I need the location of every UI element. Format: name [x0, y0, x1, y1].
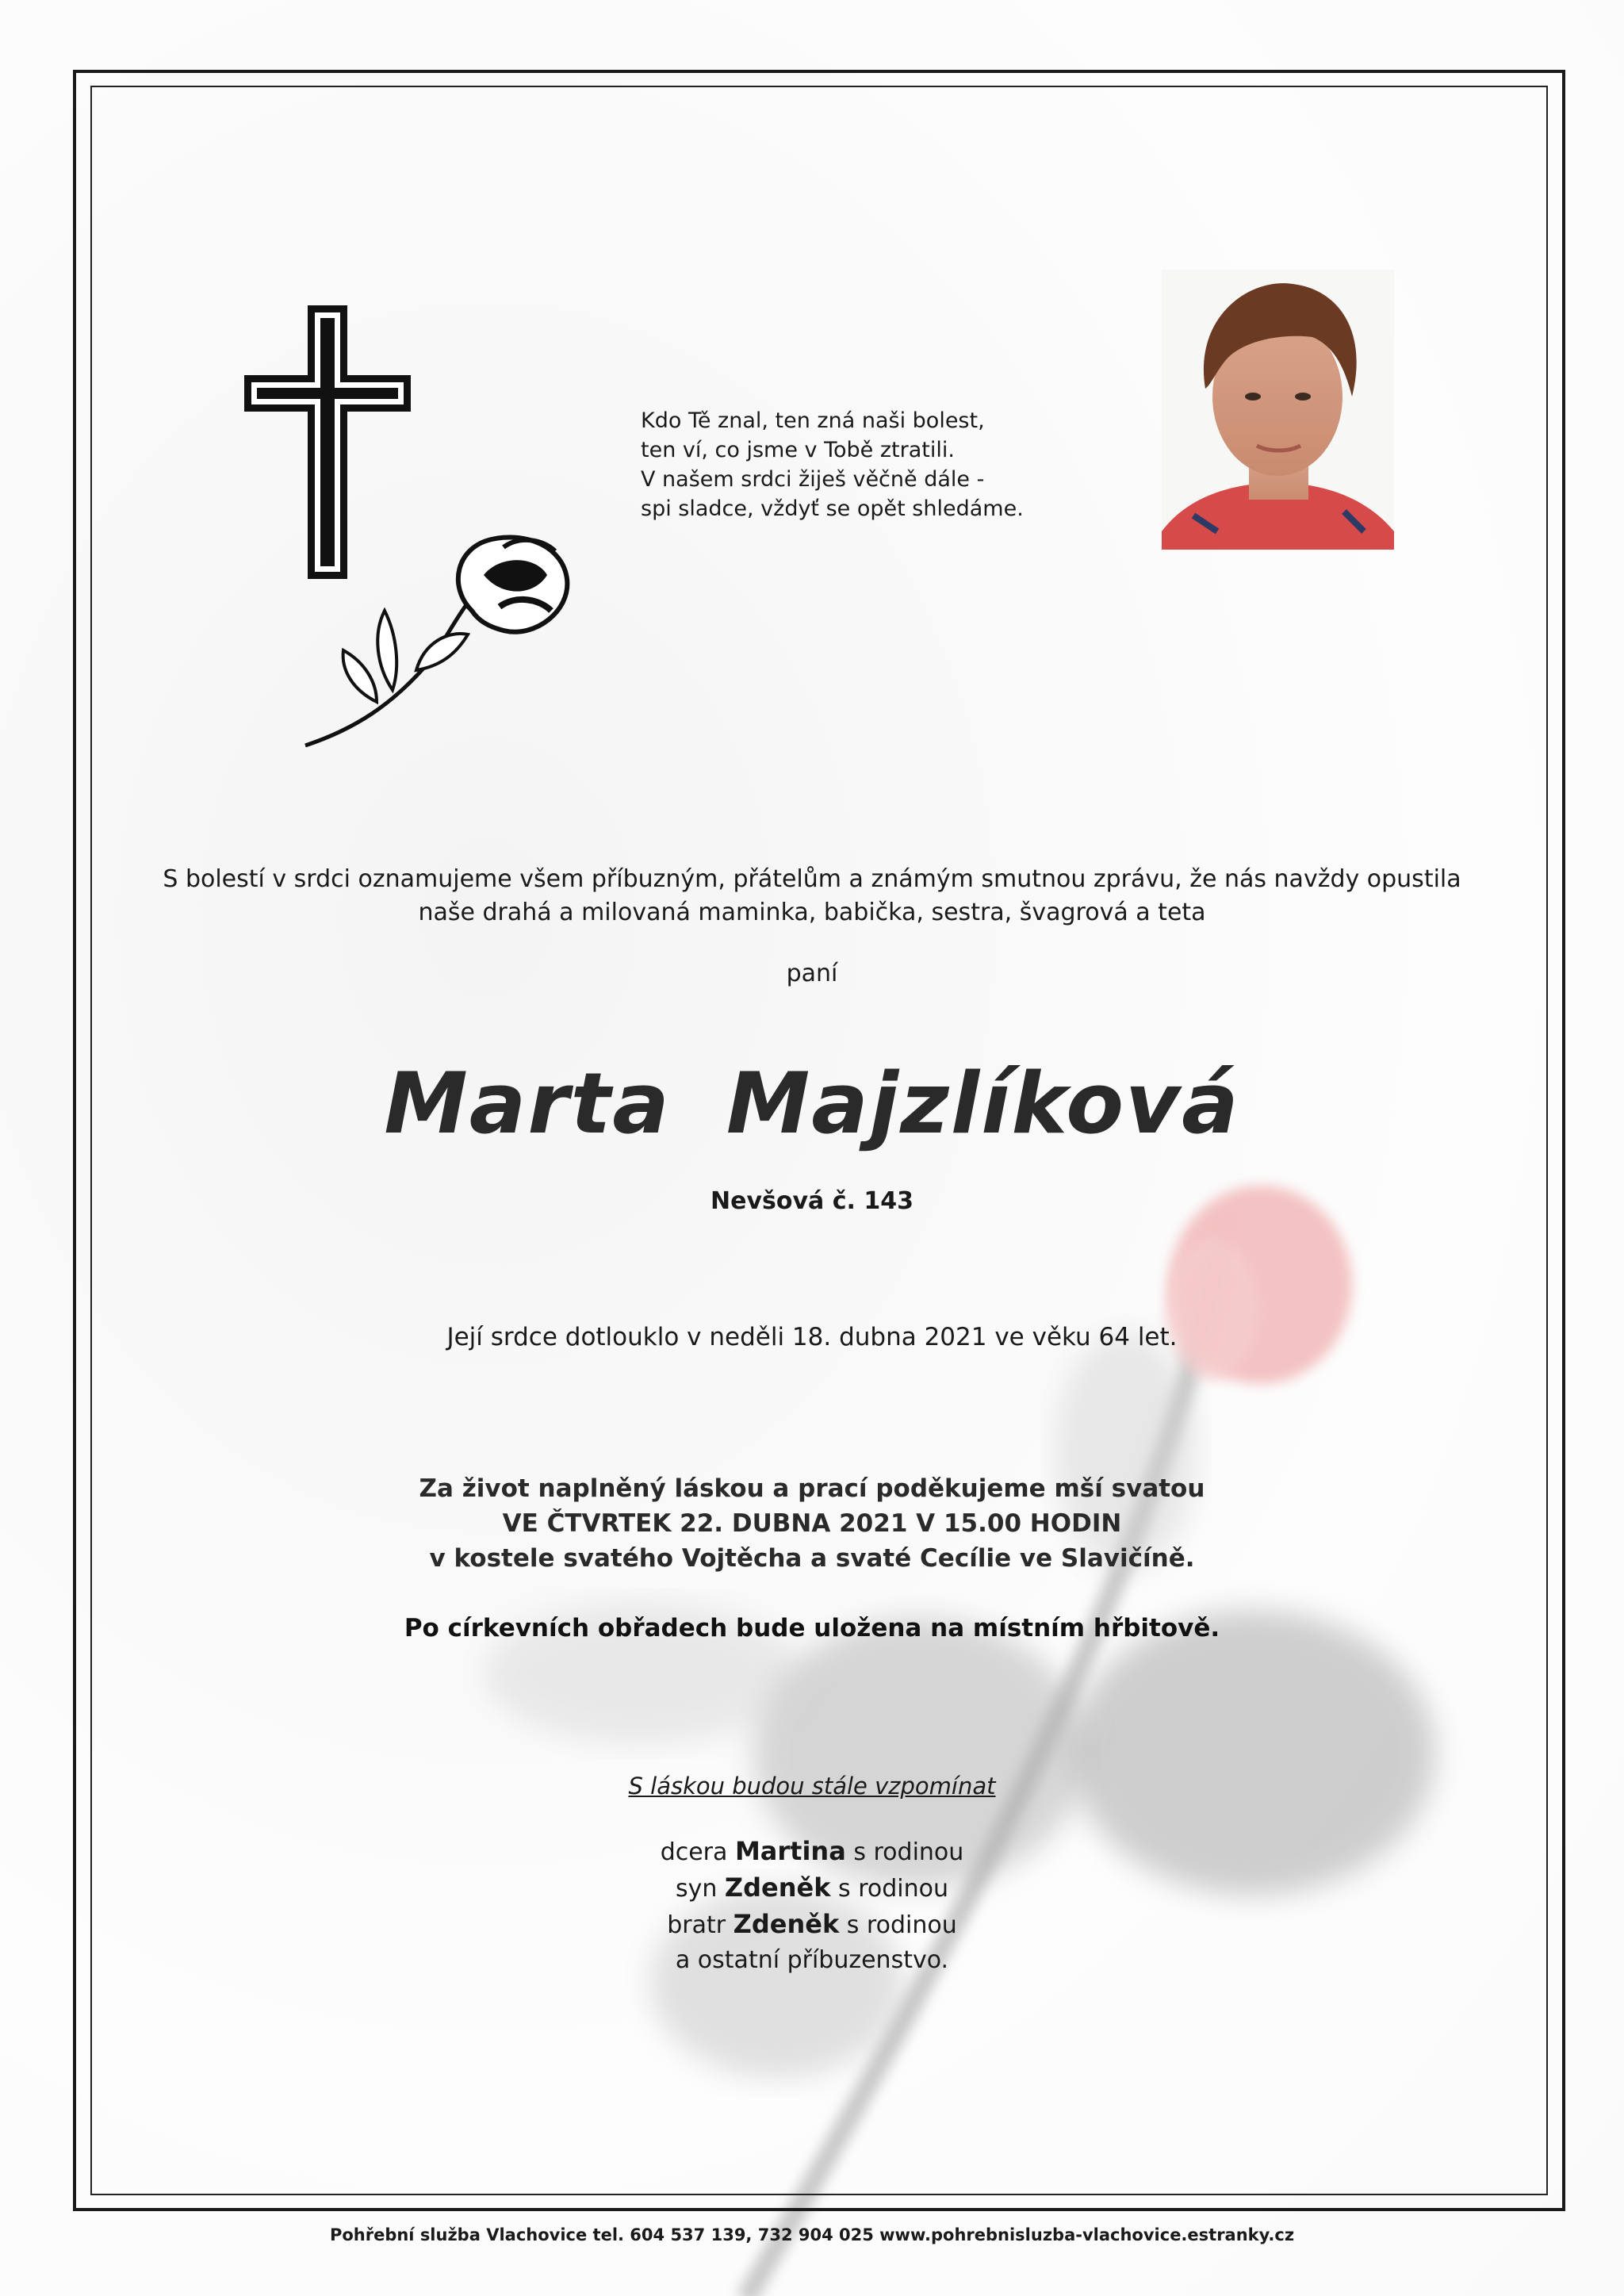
rose-icon — [297, 531, 599, 753]
poem — [641, 406, 1116, 523]
mass-line: v kostele svatého Vojtěcha a svaté Cecílie ve Slavičíně. — [429, 1544, 1195, 1573]
portrait-photo — [1162, 270, 1394, 550]
poem-line: ten ví, co jsme v Tobě ztratili. — [641, 438, 955, 462]
family-list — [0, 1834, 1624, 1978]
address: Nevšová č. 143 — [710, 1187, 914, 1215]
family-member: a ostatní příbuzenstvo. — [675, 1946, 949, 1974]
title-word: paní — [786, 960, 838, 987]
poem-line: V našem srdci žiješ věčně dále - — [641, 467, 985, 492]
announcement — [0, 863, 1624, 930]
remember-heading: S láskou budou stále vzpomínat — [628, 1773, 996, 1800]
family-member: bratr Zdeněk s rodinou — [667, 1909, 957, 1939]
mass-info — [0, 1471, 1624, 1576]
death-notice: Její srdce dotlouklo v neděli 18. dubna 2021 ve věku 64 let. — [446, 1323, 1178, 1351]
first-name: Marta — [384, 1055, 671, 1152]
poem-line: spi sladce, vždyť se opět shledáme. — [641, 496, 1024, 521]
mass-line: Za život naplněný láskou a prací poděkujeme mší svatou — [419, 1474, 1205, 1503]
footer-contact: Pohřební služba Vlachovice tel. 604 537 139, 732 904 025 www.pohrebnisluzba-vlachovice.estranky.cz — [329, 2225, 1295, 2244]
mass-line: VE ČTVRTEK 22. DUBNA 2021 V 15.00 HODIN — [502, 1509, 1122, 1538]
last-name: Majzlíková — [726, 1055, 1240, 1152]
family-member: dcera Martina s rodinou — [660, 1836, 964, 1866]
family-member: syn Zdeněk s rodinou — [675, 1872, 948, 1903]
announcement-line: S bolestí v srdci oznamujeme všem příbuzným, přátelům a známým smutnou zprávu, že nás navždy opustila — [163, 865, 1461, 893]
burial-info: Po církevních obřadech bude uložena na místním hřbitově. — [404, 1614, 1220, 1642]
announcement-line: naše drahá a milovaná maminka, babička, sestra, švagrová a teta — [418, 899, 1206, 926]
deceased-name — [0, 1055, 1624, 1152]
poem-line: Kdo Tě znal, ten zná naši bolest, — [641, 408, 985, 433]
